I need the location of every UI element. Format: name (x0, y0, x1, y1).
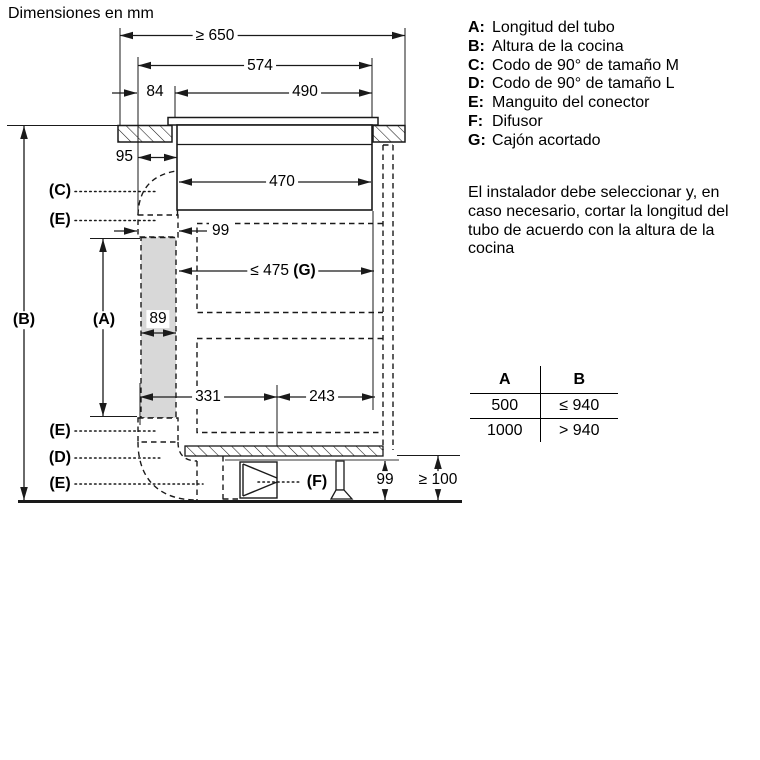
legend-key: E: (468, 94, 484, 112)
worktop-left (118, 126, 172, 143)
legend-key: G: (468, 131, 486, 149)
dim-cutout-width: 490 (289, 83, 321, 101)
ab-table-cell-a: 1000 (470, 419, 541, 442)
ab-table-cell-b: > 940 (559, 422, 600, 439)
label-elbow-l: (D) (48, 449, 72, 467)
legend-text: Manguito del conector (492, 94, 650, 112)
worktop-right (373, 126, 405, 143)
dim-body-inner-width: 470 (266, 173, 298, 191)
legend-text: Codo de 90° de tamaño M (492, 56, 679, 74)
ab-table-cell-a: 500 (470, 394, 541, 418)
dim-worktop-min-width: ≥ 650 (193, 27, 238, 45)
cabinet-side-wall (383, 145, 393, 450)
connector-sleeve-top (138, 215, 178, 237)
label-diffuser: (F) (306, 473, 328, 491)
ab-table-cell-b: ≤ 940 (559, 397, 600, 414)
legend-key: A: (468, 19, 485, 36)
dim-plinth-height: 99 (373, 471, 396, 489)
legend-key: F: (468, 112, 484, 130)
legend-item (468, 19, 679, 38)
dim-appliance-width: 574 (244, 57, 276, 75)
dim-bottom-right: 243 (306, 388, 338, 406)
elbow-90-size-m (138, 171, 178, 215)
ab-table-col-a: A (470, 366, 541, 393)
legend-text: Longitud del tubo (492, 19, 615, 36)
dim-bottom-left: 331 (192, 388, 224, 406)
legend-item (468, 113, 679, 132)
page-title: Dimensiones en mm (8, 5, 154, 22)
legend-text: Difusor (492, 112, 543, 130)
ab-table-header (470, 366, 618, 394)
lower-drawer-outline (197, 339, 383, 433)
label-sleeve-middle: (E) (49, 422, 71, 440)
label-sleeve-top: (E) (49, 211, 71, 229)
legend-text: Cajón acortado (492, 131, 601, 149)
dim-left-offset: 84 (143, 83, 166, 101)
dim-drawer-key: (G) (293, 262, 316, 280)
table-row (470, 419, 618, 442)
legend-item (468, 57, 679, 76)
legend-item (468, 132, 679, 151)
hob-glass-top (168, 118, 378, 126)
label-tube-length: (A) (92, 311, 116, 329)
hob-body (177, 125, 372, 210)
installer-note: El instalador debe seleccionar y, en caso necesario, cortar la longitud del tubo de acuerdo con la altura de la cocina (468, 184, 729, 258)
plinth-panel (185, 446, 383, 456)
connector-sleeve-bottom (138, 418, 178, 442)
legend-key: B: (468, 37, 485, 55)
legend-key: D: (468, 75, 485, 93)
label-kitchen-height: (B) (12, 311, 36, 329)
legend (468, 19, 679, 151)
ab-table-col-b: B (573, 371, 586, 388)
dim-duct-offset: 95 (113, 148, 136, 166)
ab-table (470, 366, 618, 442)
legend-item (468, 94, 679, 113)
legend-key: C: (468, 56, 485, 74)
legend-text: Codo de 90° de tamaño L (492, 75, 675, 93)
diffuser (240, 462, 277, 498)
legend-item (468, 75, 679, 94)
table-row (470, 394, 618, 419)
label-sleeve-bottom: (E) (49, 475, 71, 493)
leader-lines (75, 192, 301, 485)
dim-clearance-min: ≥ 100 (416, 471, 461, 489)
dim-tube-width: 89 (146, 310, 169, 328)
dim-sleeve-width: 99 (209, 222, 232, 240)
extension-lines (7, 28, 460, 456)
cabinet-leg (331, 461, 352, 499)
legend-item (468, 38, 679, 57)
label-elbow-m: (C) (48, 182, 72, 200)
dim-drawer-max (247, 262, 318, 280)
legend-text: Altura de la cocina (492, 37, 624, 55)
dim-drawer-max-value: ≤ 475 (250, 262, 289, 280)
